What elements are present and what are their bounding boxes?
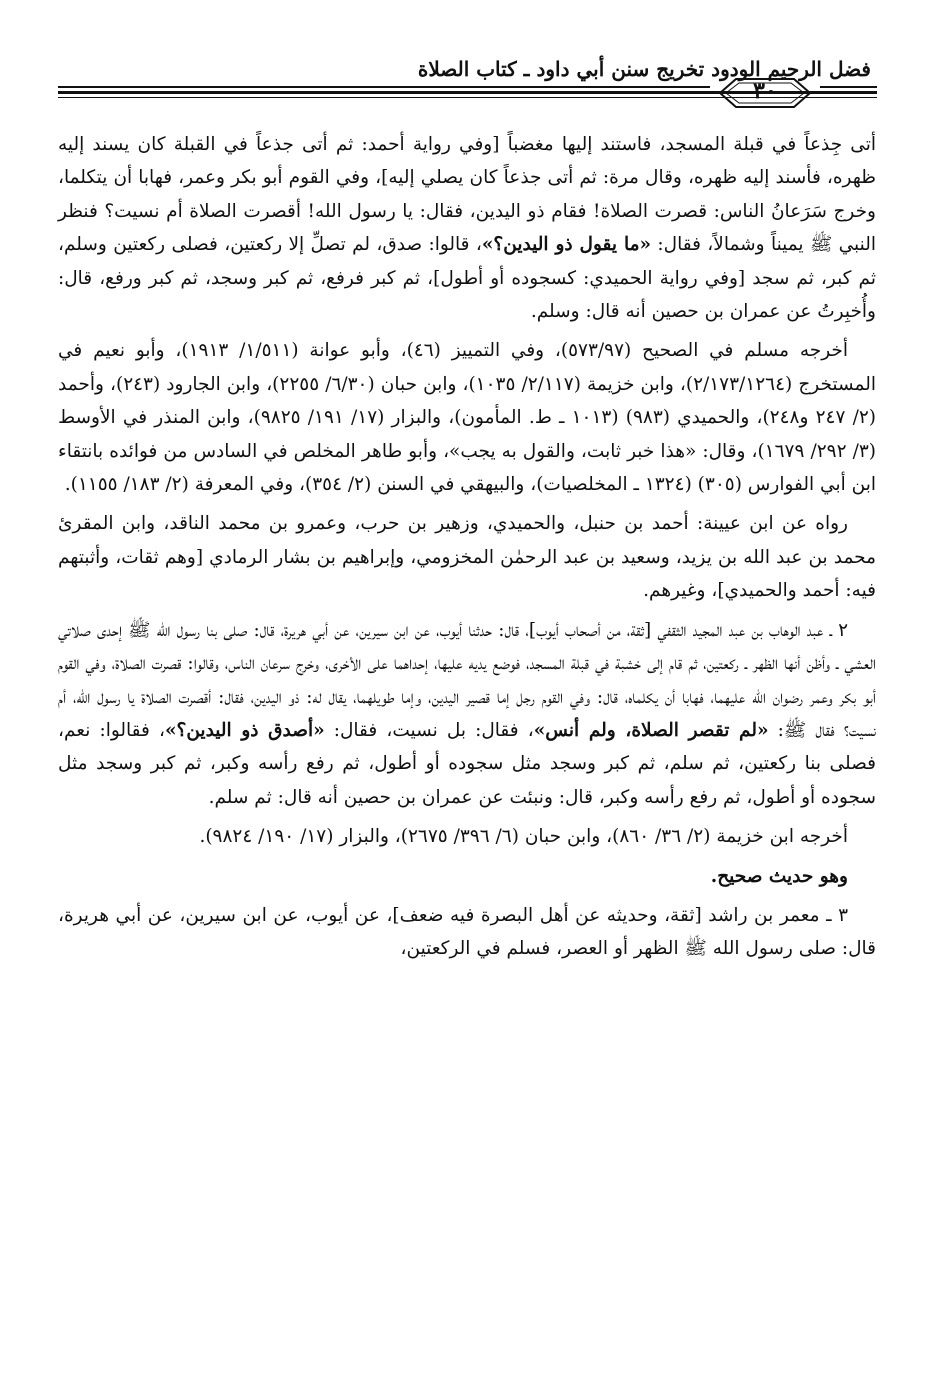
para4-text: ٢ ـ عبد الوهاب بن عبد المجيد الثقفي [ثقة، من أصحاب أيوب]، قال: حدثنا أيوب، عن ابن سيرين، عن أبي هريرة، قال: صلى بنا رسول الله ﷺ إحدى صلاتي العشي ـ وأظن أنها الظهر ـ ركعتين، ثم قام إلى خشبة في قبلة المسجد، فوضع يديه عليها، إحداهما على الأخرى، وخرج سرعان الناس، وقالوا: قصرت الصلاة، وفي القوم أبو بكر وعمر رضوان الله عليهما، فهابا أن يكلماه، قال: وفي القوم رجل إما قصير اليدين، وإما طويلهما، يقال له: ذو اليدين، فقال: أقصرت الصلاة يا رسول الله، أم نسيت؟ فقال ﷺ:	[58, 619, 877, 741]
paragraph-3-narrators: رواه عن ابن عيينة: أحمد بن حنبل، والحميدي، وزهير بن حرب، وعمرو بن محمد الناقد، وابن المقرئ محمد بن عبد الله بن يزيد، وسعيد بن عبد الرحمٰن المخزومي، وإبراهيم بن بشار الرمادي [وهم ثقات، وأثبتهم فيه: أحمد والحميدي]، وغيرهم.	[58, 513, 876, 602]
header-rule-left	[58, 86, 710, 96]
para1-bold-quote: «ما يقول ذو اليدين؟»	[481, 234, 652, 256]
para4-bold-quote-2: «أصدق ذو اليدين؟»	[164, 719, 325, 741]
page-number: ٣٠	[753, 78, 777, 104]
page-body	[58, 128, 876, 972]
paragraph-6-hadith: ٣ ـ معمر بن راشد [ثقة، وحديثه عن أهل البصرة فيه ضعف]، عن أيوب، عن ابن سيرين، عن أبي هريرة، قال: صلى رسول الله ﷺ الظهر أو العصر، فسلم في الركعتين،	[58, 904, 876, 960]
verdict: وهو حديث صحيح.	[710, 865, 848, 887]
paragraph-4-hadith	[58, 614, 876, 814]
paragraph-1	[58, 128, 876, 328]
para4-mid-text: ، فقال: بل نسيت، فقال:	[324, 719, 534, 741]
paragraph-2-takhrij: أخرجه مسلم في الصحيح (٥٧٣/٩٧)، وفي التمييز (٤٦)، وأبو عوانة (١/٥١١/ ١٩١٣)، وأبو نعيم في المستخرج (٢/١٧٣/١٢٦٤)، وابن خزيمة (٢/١١٧/ ١٠٣٥)، وابن حبان (٦/٣٠/ ٢٢٥٥)، وابن الجارود (٢٤٣)، وأحمد (٢/ ٢٤٧ و٢٤٨)، والحميدي (٩٨٣) (١٠١٣ ـ ط. المأمون)، والبزار (١٧/ ١٩١/ ٩٨٢٥)، وابن المنذر في الأوسط (٣/ ٢٩٢/ ١٦٧٩)، وقال: «هذا خبر ثابت، والقول به يجب»، وأبو طاهر المخلص في السادس من فوائده بانتقاء ابن أبي الفوارس (٣٠٥) (١٣٢٤ ـ المخلصيات)، والبيهقي في السنن (٢/ ٣٥٤)، وفي المعرفة (٢/ ١٨٣/ ١١٥٥).	[58, 340, 876, 496]
page-number-badge	[710, 74, 820, 112]
para1-end-text: ، قالوا: صدق، لم تصلِّ إلا ركعتين، فصلى ركعتين وسلم، ثم كبر، ثم سجد [وفي رواية الحميدي: كسجوده أو أطول]، ثم كبر فرفع، ثم كبر وسجد، ثم كبر ورفع، قال: وأُخبِرتُ عن عمران بن حصين أنه قال: وسلم.	[58, 234, 876, 323]
para4-bold-quote-1: «لم تقصر الصلاة، ولم أنس»	[533, 719, 769, 741]
header-title: فضل الرحيم الودود تخريج سنن أبي داود ـ كتاب الصلاة	[417, 57, 871, 81]
paragraph-5-takhrij: أخرجه ابن خزيمة (٢/ ٣٦/ ٨٦٠)، وابن حبان (٦/ ٣٩٦/ ٢٦٧٥)، والبزار (١٧/ ١٩٠/ ٩٨٢٤).	[199, 826, 848, 848]
para4-end-text: ، فقالوا: نعم، فصلى بنا ركعتين، ثم سلم، ثم كبر وسجد مثل سجوده أو أطول، ثم رفع رأسه وكبر، ثم كبر وسجد مثل سجوده أو أطول، ثم رفع رأسه وكبر، قال: ونبئت عن عمران بن حصين أنه قال: ثم سلم.	[58, 719, 876, 808]
header-rule-right	[820, 86, 877, 96]
para1-text: أتى جِذعاً في قبلة المسجد، فاستند إليها مغضباً [وفي رواية أحمد: ثم أتى جذعاً في القبلة كان يسند إليه ظهره، فأسند إليه ظهره، وقال مرة: ثم أتى جذعاً كان يصلي إليه]، وفي القوم أبو بكر وعمر، فهابا أن يتكلما، وخرج سَرَعانُ الناس: قصرت الصلاة! فقام ذو اليدين، فقال: يا رسول الله! أقصرت الصلاة أم نسيت؟ فنظر النبي ﷺ يميناً وشمالاً، فقال:	[58, 134, 877, 256]
